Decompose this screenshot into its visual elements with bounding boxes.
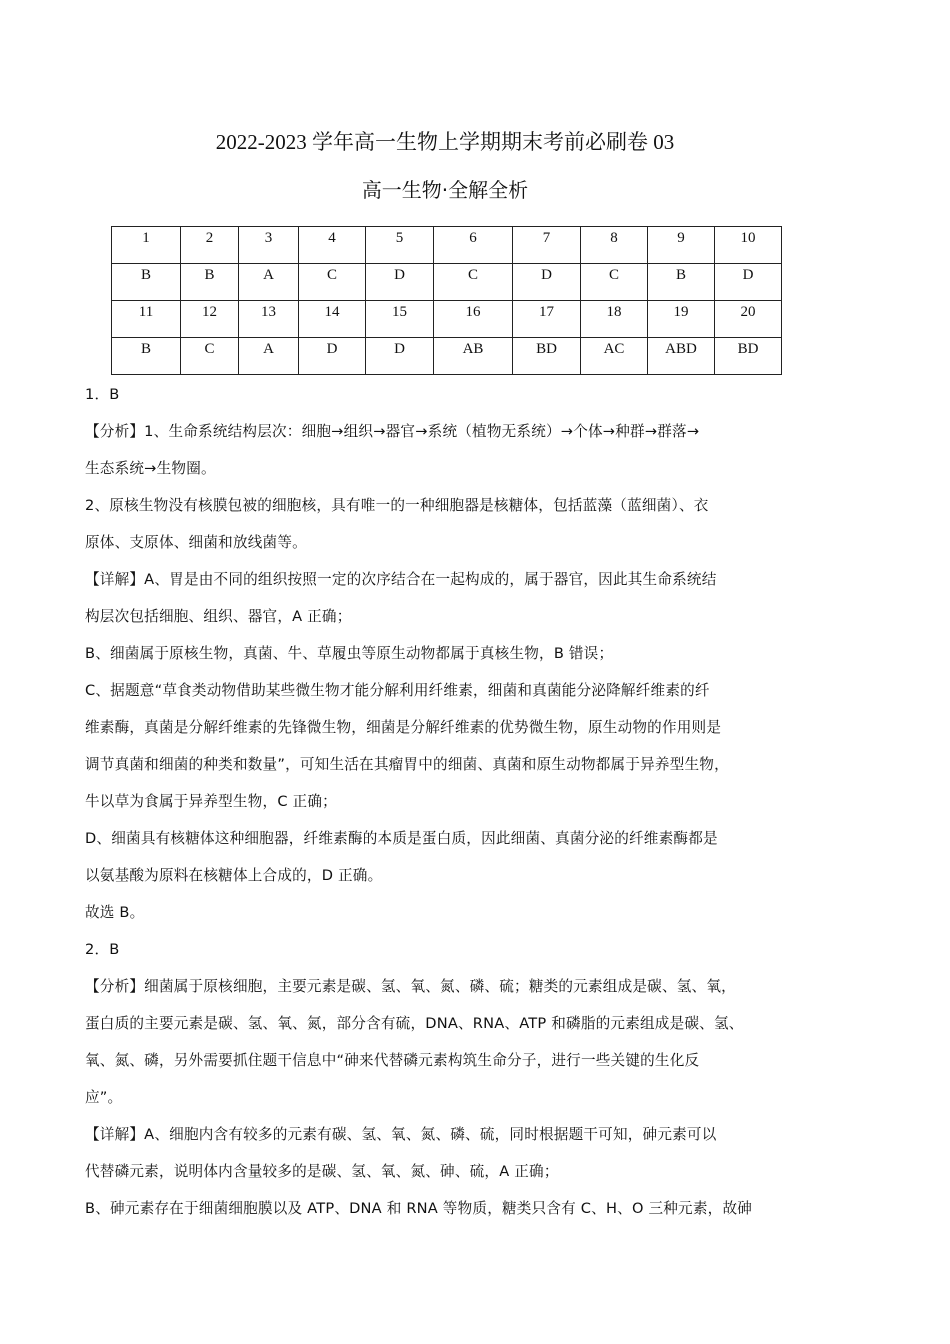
text-line: 【分析】1、生命系统结构层次：细胞→组织→器官→系统（植物无系统）→个体→种群→群落→ [85,423,700,440]
answer-cell: B [112,338,181,375]
text-line: 【详解】A、胃是由不同的组织按照一定的次序结合在一起构成的，属于器官，因此其生命系统结 [85,571,717,588]
answer-cell: C [581,264,648,301]
question-number-cell: 12 [181,301,239,338]
question-number-cell: 14 [299,301,366,338]
question-number-cell: 5 [366,227,434,264]
answer-cell: BD [513,338,581,375]
question-number-cell: 20 [715,301,782,338]
text-line: 维素酶，真菌是分解纤维素的先锋微生物，细菌是分解纤维素的优势微生物，原生动物的作用则是 [85,719,722,736]
question-number-cell: 2 [181,227,239,264]
answer-cell: C [434,264,513,301]
answer-cell: D [513,264,581,301]
answer-row [112,338,782,375]
answer-cell: AC [581,338,648,375]
text-line: C、据题意“草食类动物借助某些微生物才能分解利用纤维素，细菌和真菌能分泌降解纤维素的纤 [85,682,710,699]
question-number-cell: 16 [434,301,513,338]
question-number-cell: 15 [366,301,434,338]
answer-cell: ABD [648,338,715,375]
question-number-cell: 1 [112,227,181,264]
document-title: 2022-2023 学年高一生物上学期期末考前必刷卷 03 [215,130,675,154]
text-line: 1．B [85,386,120,403]
text-line: 生态系统→生物圈。 [85,460,216,477]
answer-table [111,226,782,375]
question-number-row [112,301,782,338]
question-number-cell: 19 [648,301,715,338]
question-number-cell: 13 [239,301,299,338]
text-line: 故选 B。 [85,904,145,921]
question-number-cell: 6 [434,227,513,264]
answer-cell: D [299,338,366,375]
text-line: 原体、支原体、细菌和放线菌等。 [85,534,307,551]
text-line: 2．B [85,941,120,958]
question-number-row [112,227,782,264]
answer-cell: A [239,338,299,375]
question-number-cell: 7 [513,227,581,264]
answer-cell: C [299,264,366,301]
answer-cell: D [366,338,434,375]
text-line: 氧、氮、磷，另外需要抓住题干信息中“砷来代替磷元素构筑生命分子，进行一些关键的生化反 [85,1052,700,1069]
text-line: 应”。 [85,1089,123,1106]
answer-cell: A [239,264,299,301]
text-line: 牛以草为食属于异养型生物，C 正确； [85,793,337,810]
question-number-cell: 10 [715,227,782,264]
answer-table-body [112,227,782,375]
answer-cell: B [181,264,239,301]
answer-cell: D [715,264,782,301]
answer-cell: C [181,338,239,375]
answer-cell: BD [715,338,782,375]
document-subtitle: 高一生物·全解全析 [361,178,529,202]
question-number-cell: 9 [648,227,715,264]
question-number-cell: 11 [112,301,181,338]
text-line: 2、原核生物没有核膜包被的细胞核，具有唯一的一种细胞器是核糖体，包括蓝藻（蓝细菌）、衣 [85,497,709,514]
text-line: 【详解】A、细胞内含有较多的元素有碳、氢、氧、氮、磷、硫，同时根据题干可知，砷元素可以 [85,1126,717,1143]
answer-cell: B [112,264,181,301]
question-number-cell: 4 [299,227,366,264]
document-body [85,384,830,1235]
question-number-cell: 8 [581,227,648,264]
text-line: D、细菌具有核糖体这种细胞器，纤维素酶的本质是蛋白质，因此细菌、真菌分泌的纤维素酶都是 [85,830,718,847]
text-line: B、细菌属于原核生物，真菌、牛、草履虫等原生动物都属于真核生物，B 错误； [85,645,614,662]
text-line: 蛋白质的主要元素是碳、氢、氧、氮，部分含有硫，DNA、RNA、ATP 和磷脂的元素组成是碳、氢、 [85,1015,744,1032]
answer-row [112,264,782,301]
answer-cell: AB [434,338,513,375]
text-line: 代替磷元素，说明体内含量较多的是碳、氢、氧、氮、砷、硫，A 正确； [85,1163,559,1180]
answer-cell: D [366,264,434,301]
text-line: B、砷元素存在于细菌细胞膜以及 ATP、DNA 和 RNA 等物质，糖类只含有 C、H、O 三种元素，故砷 [85,1200,753,1217]
text-line: 构层次包括细胞、组织、器官，A 正确； [85,608,352,625]
text-line: 调节真菌和细菌的种类和数量”，可知生活在其瘤胃中的细菌、真菌和原生动物都属于异养型生物， [85,756,729,773]
text-line: 【分析】细菌属于原核细胞，主要元素是碳、氢、氧、氮、磷、硫；糖类的元素组成是碳、氢、氧， [85,978,736,995]
question-number-cell: 17 [513,301,581,338]
question-number-cell: 18 [581,301,648,338]
answer-cell: B [648,264,715,301]
text-line: 以氨基酸为原料在核糖体上合成的，D 正确。 [85,867,383,884]
question-number-cell: 3 [239,227,299,264]
